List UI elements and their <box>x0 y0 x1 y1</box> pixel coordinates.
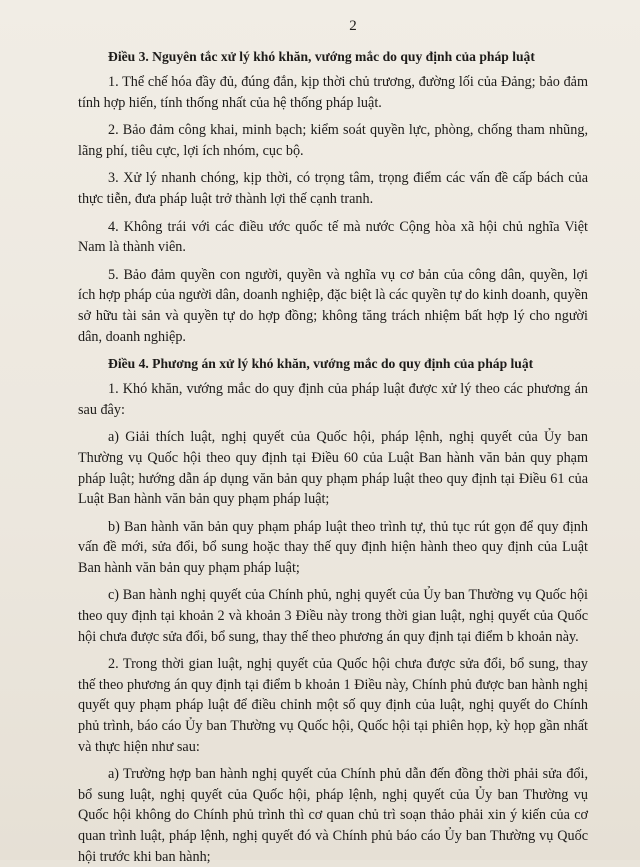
article-3-clause-5: 5. Bảo đảm quyền con người, quyền và nghĩa vụ cơ bản của công dân, quyền, lợi ích hợp pháp của người dân, doanh nghiệp, đặc biệt là các quyền tự do kinh doanh, quyền sở hữu tài sản và quyền tự do hợp đồng; không tăng trách nhiệm bất hợp lý cho người dân, doanh nghiệp. <box>78 266 588 345</box>
article-4-clause-2: 2. Trong thời gian luật, nghị quyết của Quốc hội chưa được sửa đổi, bổ sung, thay thế theo phương án quy định tại điểm b khoản 1 Điều này, Chính phủ được ban hành nghị quyết quy phạm pháp luật để điều chỉnh một số quy định của luật, nghị quyết do Chính phủ trình, báo cáo Ủy ban Thường vụ Quốc hội, Quốc hội tại phiên họp, kỳ họp gần nhất và thực hiện như sau: <box>78 656 588 755</box>
article-4-clause-1: 1. Khó khăn, vướng mắc do quy định của pháp luật được xử lý theo các phương án sau đây: <box>78 381 588 418</box>
article-3-clause-1: 1. Thể chế hóa đầy đủ, đúng đắn, kịp thời chủ trương, đường lối của Đảng; bảo đảm tính hợp hiến, tính thống nhất của hệ thống pháp luật. <box>78 74 588 111</box>
article-4-clause-1a: a) Giải thích luật, nghị quyết của Quốc hội, pháp lệnh, nghị quyết của Ủy ban Thường vụ Quốc hội theo quy định tại Điều 60 của Luật Ban hành văn bản quy phạm pháp luật; hướng dẫn áp dụng văn bản quy phạm pháp luật theo quy định tại Điều 61 của Luật Ban hành văn bản quy phạm pháp luật; <box>78 429 588 508</box>
article-4-clause-1b: b) Ban hành văn bản quy phạm pháp luật theo trình tự, thủ tục rút gọn để quy định vấn đề mới, sửa đổi, bổ sung hoặc thay thế quy định hiện hành theo quy định của Luật Ban hành văn bản quy phạm pháp luật; <box>78 518 588 576</box>
article-4-clause-2a: a) Trường hợp ban hành nghị quyết của Chính phủ dẫn đến đồng thời phải sửa đổi, bổ sung luật, nghị quyết của Quốc hội, pháp lệnh, nghị quyết của Ủy ban Thường vụ Quốc hội không do Chính phủ trình thì cơ quan chủ trì soạn thảo phải xin ý kiến của cơ quan trình luật, pháp lệnh, nghị quyết đó và Chính phủ báo cáo Ủy ban Thường vụ Quốc hội trước khi ban hành; <box>78 766 588 865</box>
article-3-clause-3: 3. Xử lý nhanh chóng, kịp thời, có trọng tâm, trọng điểm các vấn đề cấp bách của thực tiễn, đưa pháp luật trở thành lợi thế cạnh tranh. <box>78 170 588 207</box>
article-4-clause-1c: c) Ban hành nghị quyết của Chính phủ, nghị quyết của Ủy ban Thường vụ Quốc hội theo quy định tại khoản 2 và khoản 3 Điều này trong thời gian luật, nghị quyết của Quốc hội chưa được sửa đổi, bổ sung, thay thế theo phương án quy định tại điểm b khoản này. <box>78 587 588 645</box>
article-3-clause-4: 4. Không trái với các điều ước quốc tế mà nước Cộng hòa xã hội chủ nghĩa Việt Nam là thành viên. <box>78 218 588 256</box>
article-3-clause-2: 2. Bảo đảm công khai, minh bạch; kiểm soát quyền lực, phòng, chống tham nhũng, lãng phí, tiêu cực, lợi ích nhóm, cục bộ. <box>78 122 588 159</box>
article-3-heading: Điều 3. Nguyên tắc xử lý khó khăn, vướng mắc do quy định của pháp luật <box>108 49 535 64</box>
article-4-heading: Điều 4. Phương án xử lý khó khăn, vướng mắc do quy định của pháp luật <box>108 356 534 372</box>
page-number: 2 <box>349 18 357 34</box>
